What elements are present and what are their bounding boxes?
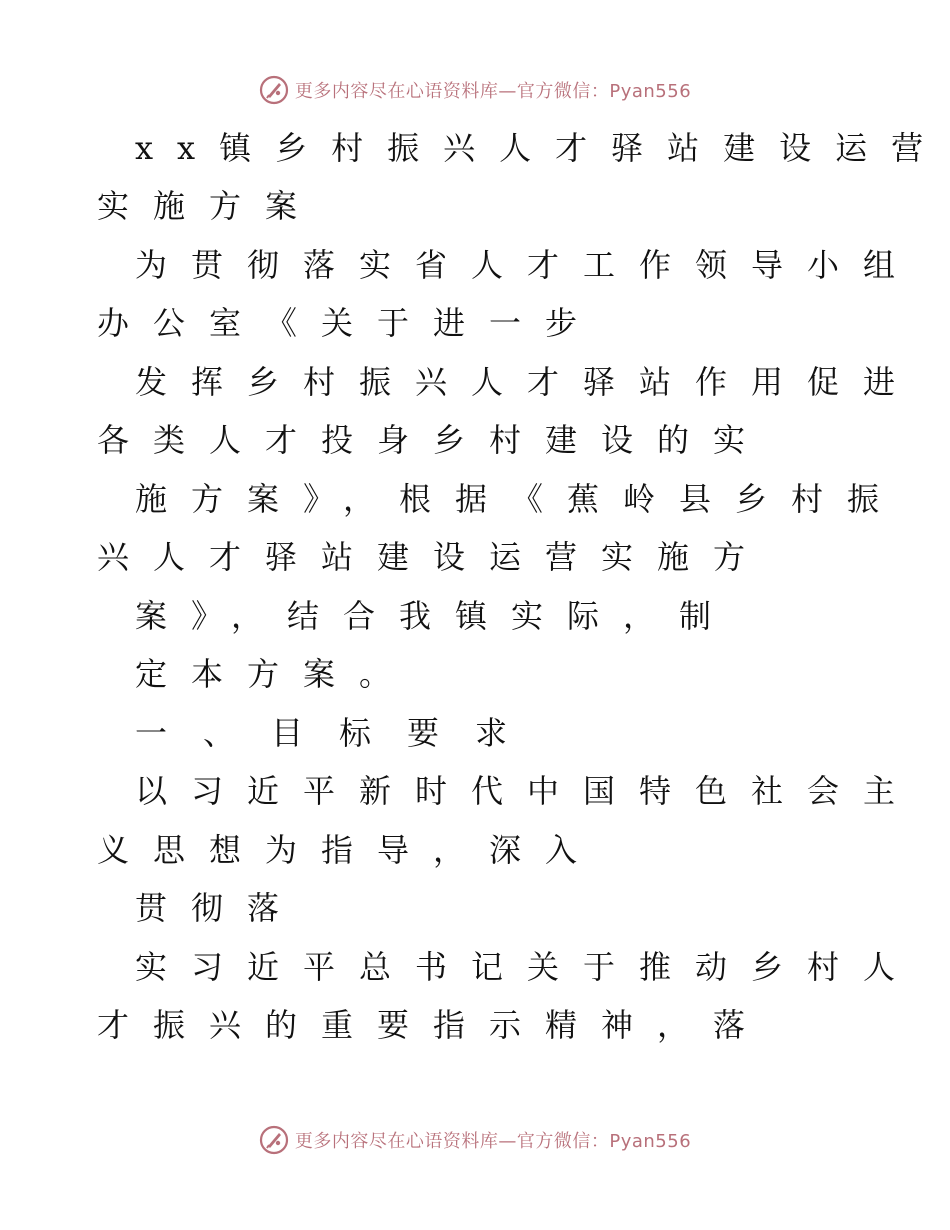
watermark-text: 更多内容尽在心语资料库—官方微信：Pyan556: [294, 1131, 692, 1152]
doc-line: 以习近平新时代中国特色社会主: [135, 772, 920, 810]
doc-line: 定本方案。: [135, 655, 416, 693]
doc-line: 施方案》，根据《蕉岭县乡村振: [135, 480, 904, 518]
doc-line: xx镇乡村振兴人才驿站建设运营: [135, 129, 948, 167]
doc-line: 兴人才驿站建设运营实施方: [97, 538, 770, 576]
doc-line: 为贯彻落实省人才工作领导小组: [135, 246, 920, 284]
doc-line: 案》，结合我镇实际，制: [135, 597, 736, 635]
doc-line: 办公室《关于进一步: [97, 304, 602, 342]
doc-line: 实施方案: [97, 187, 322, 225]
doc-line: 贯彻落: [135, 889, 304, 927]
doc-line: 才振兴的重要指示精神，落: [97, 1006, 770, 1044]
doc-line: 实习近平总书记关于推动乡村人: [135, 948, 920, 986]
footer-watermark: [0, 1120, 950, 1160]
doc-line: 发挥乡村振兴人才驿站作用促进: [135, 363, 920, 401]
quill-logo-icon: [259, 1125, 289, 1155]
header-watermark: [0, 70, 950, 110]
doc-line: 义思想为指导，深入: [97, 831, 602, 869]
section-heading: 一、目标要求: [135, 714, 544, 752]
doc-line: 各类人才投身乡村建设的实: [97, 421, 770, 459]
watermark-text: 更多内容尽在心语资料库—官方微信：Pyan556: [294, 81, 692, 102]
quill-logo-icon: [259, 75, 289, 105]
